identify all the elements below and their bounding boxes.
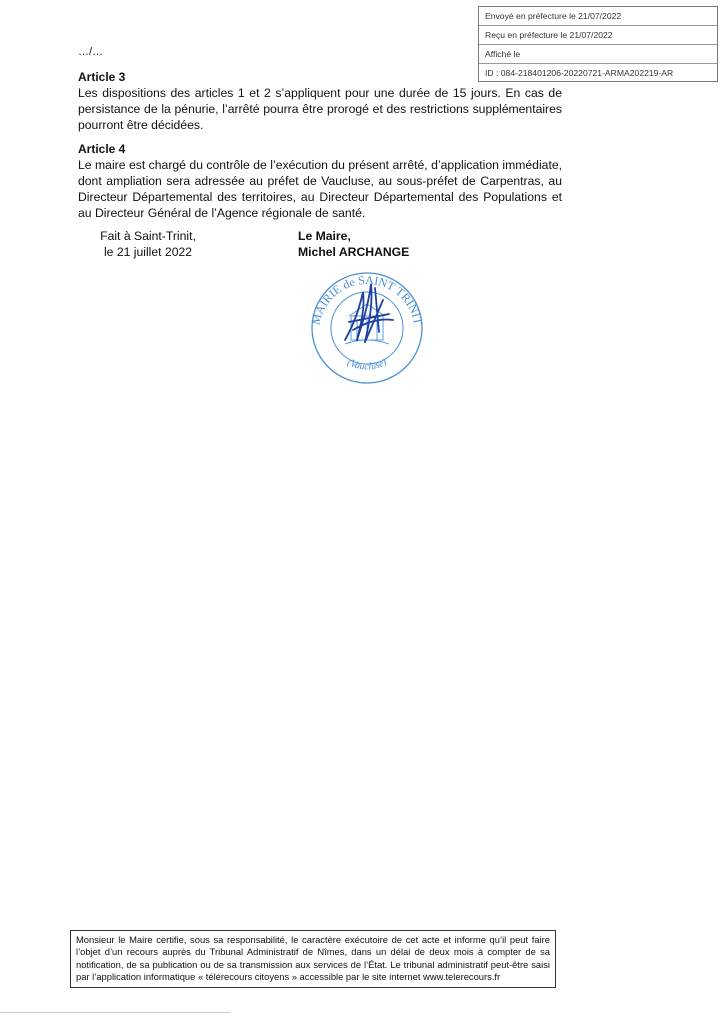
signatory-name: Michel ARCHANGE (298, 245, 410, 259)
continuation-mark: …/… (78, 46, 104, 58)
prefecture-stamp-box (478, 6, 718, 82)
town-hall-seal (305, 270, 429, 386)
page-edge-line (0, 1012, 230, 1013)
seal-text: MAIRIE de SAINT TRINIT (308, 272, 426, 327)
legal-notice-text: Monsieur le Maire certifie, sous sa responsabilité, le caractère exécutoire de cet acte et informe qu’il peut faire l’objet d’un recours auprès du Tribunal Administratif de Nîmes, dans un délai de deux mois à compter de sa notification, de sa publication ou de sa transmission aux services de l’État. Le tribunal administratif peut-être saisi par l’application informatique « télérecours citoyens » accessible par le site internet www.telerecours.fr (76, 934, 550, 983)
legal-notice-box (70, 930, 556, 988)
article-4-title: Article 4 (78, 142, 126, 156)
posted-date: Affiché le (479, 45, 717, 64)
seal-department: (Vaucluse) (345, 356, 389, 373)
signature-place: Fait à Saint-Trinit, (100, 229, 196, 243)
signatory-role: Le Maire, (298, 229, 351, 243)
sent-date: Envoyé en préfecture le 21/07/2022 (479, 7, 717, 26)
signatory (298, 228, 409, 260)
received-date: Reçu en préfecture le 21/07/2022 (479, 26, 717, 45)
signature-date: le 21 juillet 2022 (103, 245, 193, 259)
article-3-title: Article 3 (78, 70, 126, 84)
act-id: ID : 084-218401206-20220721-ARMA202219-AR (485, 68, 674, 78)
handwritten-signature (345, 284, 393, 342)
signature-place-date (78, 228, 218, 260)
article-3-body: Les dispositions des articles 1 et 2 s’appliquent pour une durée de 15 jours. En cas de persistance de la pénurie, l’arrêté pourra être prorogé et des restrictions supplémentaires pourront être décidées. (78, 86, 562, 132)
article-4-body: Le maire est chargé du contrôle de l’exécution du présent arrêté, d’application immédiate, dont ampliation sera adressée au préfet de Vaucluse, au sous-préfet de Carpentras, au Directeur Départemental des territoires, au Directeur Départemental des Populations et au Directeur Général de l’Agence régionale de santé. (78, 158, 562, 220)
